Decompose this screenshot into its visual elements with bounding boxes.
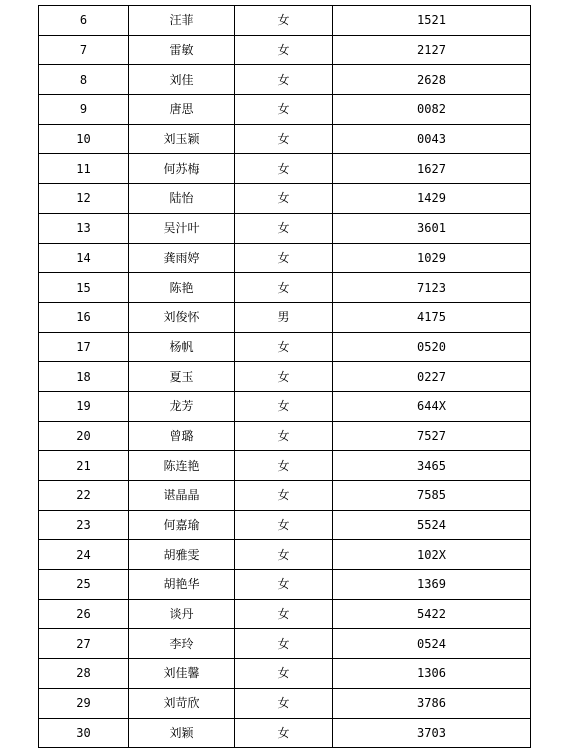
id-suffix-cell: 7527 [333, 421, 531, 451]
table-row [39, 599, 531, 629]
name-cell: 唐思 [129, 95, 235, 125]
name-cell: 吴汁叶 [129, 213, 235, 243]
row-number-cell: 9 [39, 95, 129, 125]
row-number-cell: 25 [39, 570, 129, 600]
row-number-cell: 30 [39, 718, 129, 748]
table-row [39, 659, 531, 689]
id-suffix-cell: 3601 [333, 213, 531, 243]
name-cell: 刘苛欣 [129, 688, 235, 718]
gender-cell: 女 [235, 362, 333, 392]
table-row [39, 688, 531, 718]
table-row [39, 540, 531, 570]
gender-cell: 女 [235, 213, 333, 243]
row-number-cell: 17 [39, 332, 129, 362]
id-suffix-cell: 0227 [333, 362, 531, 392]
gender-cell: 女 [235, 154, 333, 184]
table-row [39, 451, 531, 481]
name-cell: 何嘉瑜 [129, 510, 235, 540]
name-cell: 胡雅雯 [129, 540, 235, 570]
table-row [39, 302, 531, 332]
id-suffix-cell: 3465 [333, 451, 531, 481]
id-suffix-cell: 3703 [333, 718, 531, 748]
row-number-cell: 10 [39, 124, 129, 154]
name-cell: 胡艳华 [129, 570, 235, 600]
gender-cell: 女 [235, 273, 333, 303]
roster-table-body [39, 6, 531, 748]
table-row [39, 95, 531, 125]
id-suffix-cell: 0043 [333, 124, 531, 154]
id-suffix-cell: 1029 [333, 243, 531, 273]
name-cell: 雷敏 [129, 35, 235, 65]
id-suffix-cell: 7123 [333, 273, 531, 303]
name-cell: 汪菲 [129, 6, 235, 36]
id-suffix-cell: 3786 [333, 688, 531, 718]
id-suffix-cell: 1429 [333, 184, 531, 214]
gender-cell: 女 [235, 599, 333, 629]
table-row [39, 510, 531, 540]
row-number-cell: 19 [39, 391, 129, 421]
table-row [39, 391, 531, 421]
row-number-cell: 8 [39, 65, 129, 95]
row-number-cell: 6 [39, 6, 129, 36]
id-suffix-cell: 5422 [333, 599, 531, 629]
gender-cell: 女 [235, 718, 333, 748]
name-cell: 龙芳 [129, 391, 235, 421]
row-number-cell: 13 [39, 213, 129, 243]
id-suffix-cell: 1521 [333, 6, 531, 36]
row-number-cell: 21 [39, 451, 129, 481]
table-row [39, 213, 531, 243]
row-number-cell: 26 [39, 599, 129, 629]
table-row [39, 65, 531, 95]
gender-cell: 女 [235, 332, 333, 362]
id-suffix-cell: 0520 [333, 332, 531, 362]
table-row [39, 421, 531, 451]
gender-cell: 女 [235, 391, 333, 421]
name-cell: 刘颖 [129, 718, 235, 748]
table-row [39, 481, 531, 511]
row-number-cell: 29 [39, 688, 129, 718]
row-number-cell: 12 [39, 184, 129, 214]
row-number-cell: 11 [39, 154, 129, 184]
id-suffix-cell: 1627 [333, 154, 531, 184]
id-suffix-cell: 1369 [333, 570, 531, 600]
row-number-cell: 23 [39, 510, 129, 540]
name-cell: 刘佳 [129, 65, 235, 95]
table-row [39, 124, 531, 154]
table-row [39, 718, 531, 748]
table-row [39, 6, 531, 36]
row-number-cell: 14 [39, 243, 129, 273]
name-cell: 陆怡 [129, 184, 235, 214]
name-cell: 李玲 [129, 629, 235, 659]
gender-cell: 女 [235, 243, 333, 273]
id-suffix-cell: 0524 [333, 629, 531, 659]
id-suffix-cell: 1306 [333, 659, 531, 689]
gender-cell: 女 [235, 688, 333, 718]
table-row [39, 35, 531, 65]
gender-cell: 女 [235, 95, 333, 125]
gender-cell: 女 [235, 629, 333, 659]
gender-cell: 女 [235, 421, 333, 451]
row-number-cell: 7 [39, 35, 129, 65]
name-cell: 谌晶晶 [129, 481, 235, 511]
gender-cell: 女 [235, 481, 333, 511]
table-row [39, 362, 531, 392]
row-number-cell: 15 [39, 273, 129, 303]
name-cell: 龚雨婷 [129, 243, 235, 273]
id-suffix-cell: 0082 [333, 95, 531, 125]
table-row [39, 629, 531, 659]
name-cell: 刘佳馨 [129, 659, 235, 689]
row-number-cell: 22 [39, 481, 129, 511]
roster-table [38, 5, 531, 748]
gender-cell: 男 [235, 302, 333, 332]
name-cell: 曾璐 [129, 421, 235, 451]
id-suffix-cell: 4175 [333, 302, 531, 332]
gender-cell: 女 [235, 184, 333, 214]
gender-cell: 女 [235, 659, 333, 689]
id-suffix-cell: 2628 [333, 65, 531, 95]
table-row [39, 570, 531, 600]
row-number-cell: 27 [39, 629, 129, 659]
table-row [39, 273, 531, 303]
id-suffix-cell: 102X [333, 540, 531, 570]
gender-cell: 女 [235, 570, 333, 600]
id-suffix-cell: 644X [333, 391, 531, 421]
table-row [39, 332, 531, 362]
table-row [39, 154, 531, 184]
name-cell: 陈艳 [129, 273, 235, 303]
name-cell: 夏玉 [129, 362, 235, 392]
gender-cell: 女 [235, 35, 333, 65]
name-cell: 陈连艳 [129, 451, 235, 481]
table-row [39, 184, 531, 214]
id-suffix-cell: 2127 [333, 35, 531, 65]
gender-cell: 女 [235, 451, 333, 481]
row-number-cell: 20 [39, 421, 129, 451]
name-cell: 谈丹 [129, 599, 235, 629]
name-cell: 杨帆 [129, 332, 235, 362]
gender-cell: 女 [235, 65, 333, 95]
gender-cell: 女 [235, 540, 333, 570]
row-number-cell: 24 [39, 540, 129, 570]
gender-cell: 女 [235, 510, 333, 540]
row-number-cell: 28 [39, 659, 129, 689]
table-row [39, 243, 531, 273]
name-cell: 何苏梅 [129, 154, 235, 184]
id-suffix-cell: 5524 [333, 510, 531, 540]
gender-cell: 女 [235, 124, 333, 154]
gender-cell: 女 [235, 6, 333, 36]
row-number-cell: 16 [39, 302, 129, 332]
id-suffix-cell: 7585 [333, 481, 531, 511]
row-number-cell: 18 [39, 362, 129, 392]
name-cell: 刘俊怀 [129, 302, 235, 332]
name-cell: 刘玉颖 [129, 124, 235, 154]
